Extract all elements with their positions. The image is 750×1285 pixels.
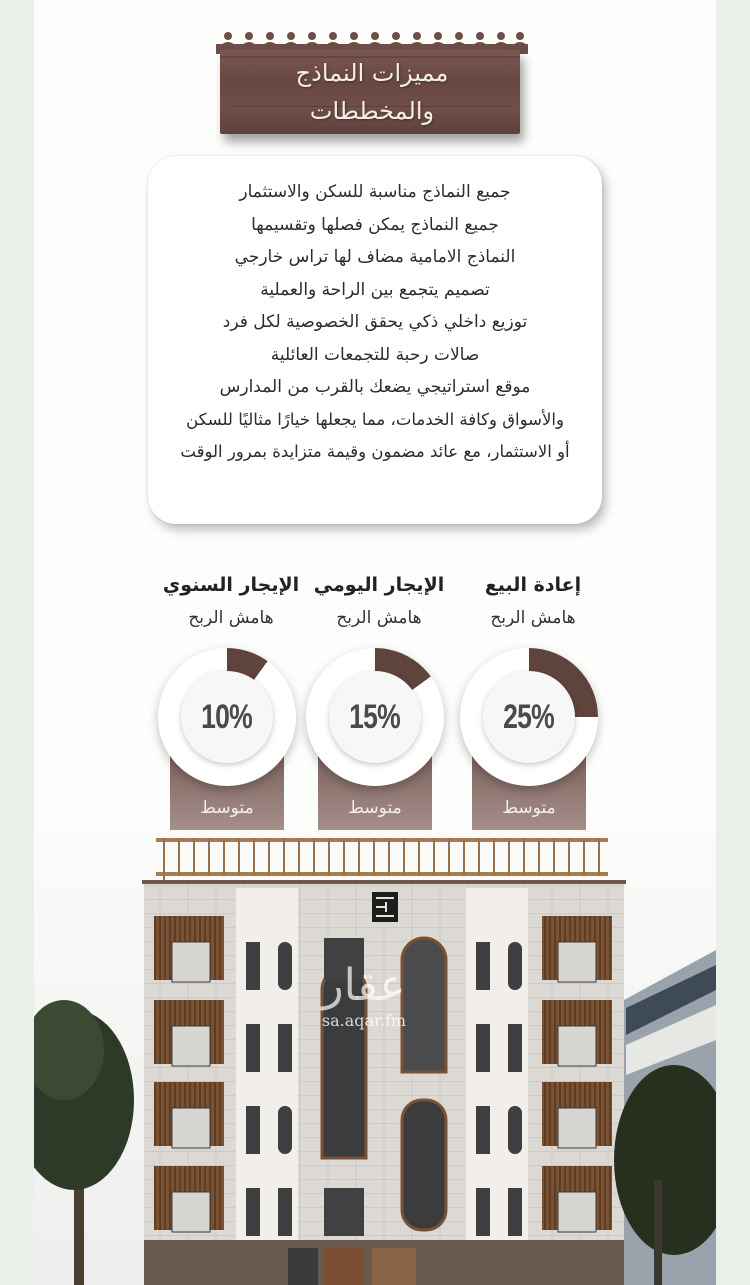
title-plaque [216, 30, 528, 135]
stat-title: إعادة البيع [484, 574, 582, 596]
stat-subtitle: هامش الربح [188, 608, 274, 628]
title-line-1: مميزات النماذج [295, 59, 449, 87]
stat-footer: متوسط [502, 798, 556, 818]
profit-stats [34, 570, 716, 840]
stat-footer: متوسط [200, 798, 254, 818]
feature-item: توزيع داخلي ذكي يحقق الخصوصية لكل فرد [222, 312, 528, 332]
ring-center [483, 671, 575, 763]
feature-item: صالات رحبة للتجمعات العائلية [270, 344, 480, 365]
stat-value: 10% [201, 697, 253, 736]
stat-value: 15% [349, 697, 401, 736]
stat-annual-rent [156, 570, 306, 830]
stat-title: الإيجار اليومي [313, 574, 445, 596]
watermark-url: sa.aqar.fm [321, 1011, 407, 1030]
feature-item: جميع النماذج مناسبة للسكن والاستثمار [239, 182, 511, 202]
feature-item: والأسواق وكافة الخدمات، مما يجعلها خيارًا مثاليًا للسكن [186, 409, 564, 429]
stat-resale [458, 570, 608, 830]
building-rendering [34, 830, 716, 1285]
stat-title: الإيجار السنوي [162, 574, 300, 596]
building-logo-icon [372, 892, 398, 922]
percent-ring [158, 648, 296, 786]
stat-subtitle: هامش الربح [336, 608, 422, 628]
feature-item: تصميم يتجمع بين الراحة والعملية [260, 279, 490, 300]
stat-daily-rent [304, 570, 454, 830]
stat-footer: متوسط [348, 798, 402, 818]
feature-item: أو الاستثمار، مع عائد مضمون وقيمة متزايدة بمرور الوقت [180, 442, 570, 461]
title-line-2: والمخططات [309, 97, 435, 125]
page-title [216, 54, 528, 130]
features-list [148, 176, 602, 469]
feature-item: جميع النماذج يمكن فصلها وتقسيمها [251, 214, 499, 235]
percent-ring [460, 648, 598, 786]
watermark-logo: عقار [322, 960, 406, 1011]
feature-item: النماذج الامامية مضاف لها تراس خارجي [234, 247, 516, 267]
stat-subtitle: هامش الربح [490, 608, 576, 628]
features-card [148, 156, 602, 524]
percent-ring [306, 648, 444, 786]
stat-value: 25% [503, 697, 555, 736]
feature-item: موقع استراتيجي يضعك بالقرب من المدارس [219, 377, 531, 397]
infographic-page [34, 0, 716, 1285]
building-illustration [34, 830, 716, 1285]
ring-center [329, 671, 421, 763]
ring-center [181, 671, 273, 763]
